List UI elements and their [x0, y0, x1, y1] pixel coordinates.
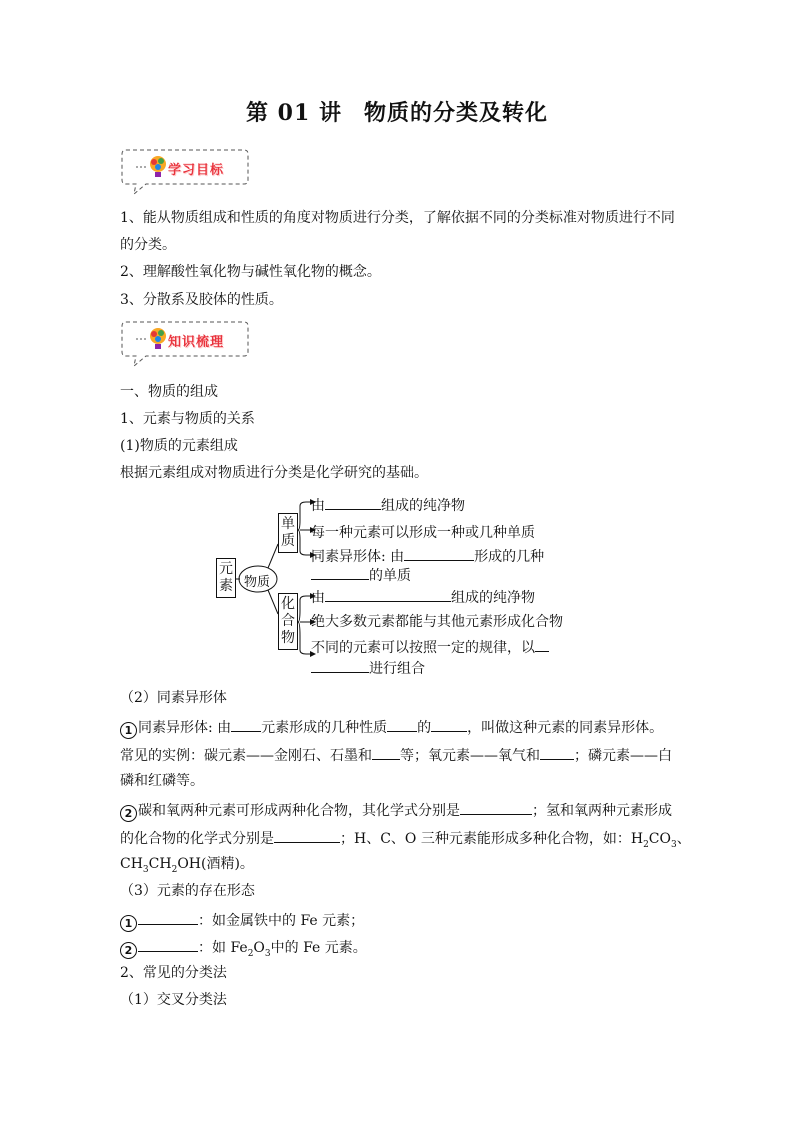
answer-blank	[325, 588, 451, 602]
answer-blank	[535, 638, 549, 652]
diagram-line: 由 组成的纯净物	[311, 590, 535, 606]
diagram-line: 的单质	[311, 565, 411, 585]
answer-blank	[404, 547, 474, 561]
circled-number: 2	[120, 805, 137, 822]
diagram-line: 不同的元素可以按照一定的规律，以	[311, 637, 549, 657]
paragraph: 根据元素组成对物质进行分类是化学研究的基础。	[120, 465, 428, 481]
objective-1: 1、能从物质组成和性质的角度对物质进行分类，了解依据不同的分类标准对物质进行不同	[120, 210, 675, 226]
simple-substance-box: 单质	[278, 513, 298, 553]
diagram-line: 每一种元素可以形成一种或几种单质	[311, 525, 535, 541]
paragraph: 的化合物的化学式分别是 ；H、C、O 三种元素能形成多种化合物，如：$H_2CO_3$、	[120, 831, 691, 850]
answer-blank	[460, 801, 532, 815]
objective-1-cont: 的分类。	[120, 237, 176, 253]
paragraph: 磷和红磷等。	[120, 773, 204, 789]
paragraph: 1 ：如金属铁中的 Fe 元素；	[120, 911, 364, 932]
subheading: （2）同素异形体	[120, 690, 227, 706]
paragraph: 常见的实例：碳元素——金刚石、石墨和 等；氧元素——氧气和 ；磷元素——白	[120, 748, 672, 764]
subheading: 2、常见的分类法	[120, 965, 227, 981]
substance-label: 物质	[244, 575, 271, 590]
paragraph: $CH_3CH_2OH$(酒精)。	[120, 856, 254, 875]
knowledge-badge-label: 知识梳理	[168, 335, 225, 350]
answer-blank	[274, 829, 340, 843]
paragraph: 2 ：如 $Fe_2O_3$中的 Fe 元素。	[120, 938, 367, 962]
element-box: 元素	[216, 558, 236, 598]
answer-blank	[431, 718, 467, 732]
circled-number: 1	[120, 722, 137, 739]
answer-blank	[372, 746, 400, 760]
diagram-line: 同素异形体: 由 形成的几种	[311, 549, 545, 565]
answer-blank	[387, 718, 417, 732]
answer-blank	[540, 746, 574, 760]
lesson-title: 物质的分类及转化	[363, 100, 548, 126]
objective-3: 3、分散系及胶体的性质。	[120, 292, 283, 308]
circled-number: 1	[120, 915, 137, 932]
subheading: （3）元素的存在形态	[120, 883, 255, 899]
answer-blank	[138, 938, 198, 952]
diagram-line: 进行组合	[311, 658, 425, 678]
subheading: 1、元素与物质的关系	[120, 411, 255, 427]
paragraph: 2 碳和氧两种元素可形成两种化合物，其化学式分别是 ；氢和氧两种元素形成	[120, 801, 672, 822]
lesson-number: 第 01 讲	[246, 100, 342, 126]
answer-blank	[231, 718, 261, 732]
section-heading: 一、物质的组成	[120, 384, 218, 400]
answer-blank	[311, 566, 369, 580]
compound-box: 化合物	[278, 593, 298, 650]
subheading: (1)物质的元素组成	[120, 438, 238, 454]
answer-blank	[138, 911, 198, 925]
paragraph: 1 同素异形体: 由 元素形成的几种性质 的 ，叫做这种元素的同素异形体。	[120, 718, 663, 739]
objective-2: 2、理解酸性氧化物与碱性氧化物的概念。	[120, 264, 381, 280]
answer-blank	[325, 496, 381, 510]
diagram-line: 绝大多数元素都能与其他元素形成化合物	[311, 614, 563, 630]
diagram-line: 由 组成的纯净物	[311, 498, 465, 514]
answer-blank	[311, 659, 369, 673]
subheading: （1）交叉分类法	[120, 992, 227, 1008]
circled-number: 2	[120, 942, 137, 959]
objectives-badge-label: 学习目标	[168, 163, 225, 178]
